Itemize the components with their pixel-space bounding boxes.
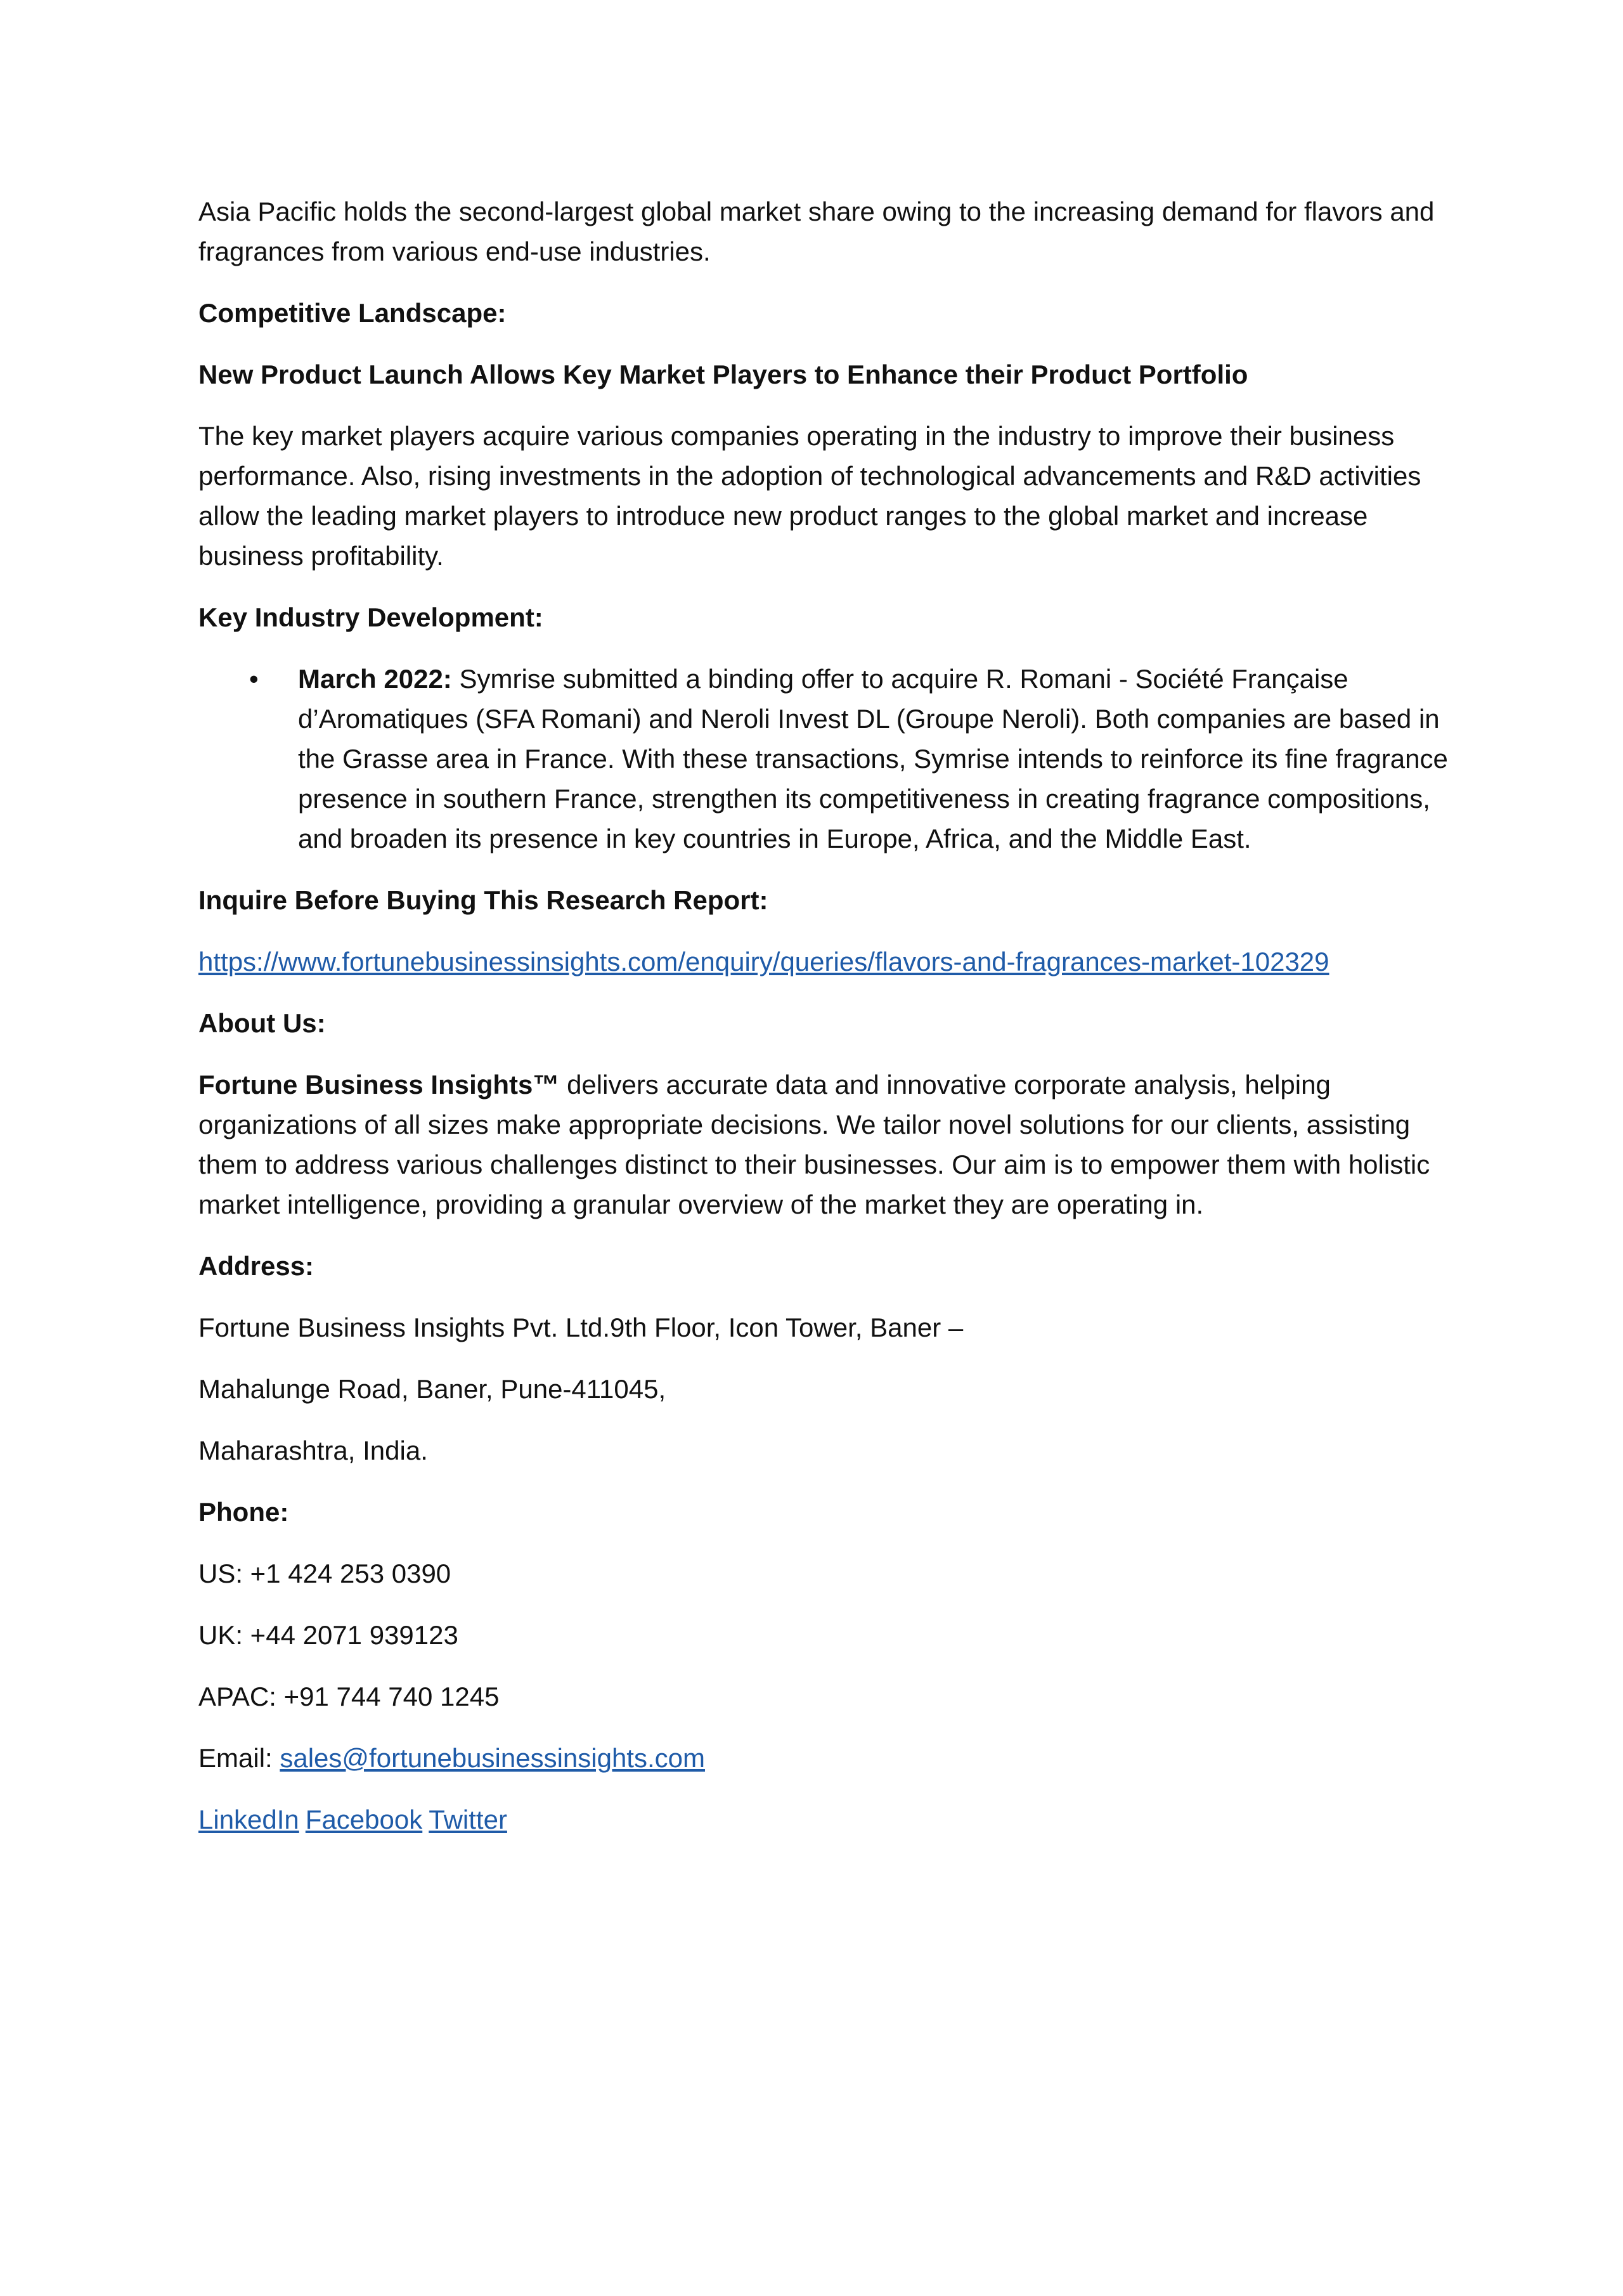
brand-name: Fortune Business Insights™ xyxy=(198,1070,560,1099)
about-heading: About Us: xyxy=(198,1008,326,1038)
development-text: Symrise submitted a binding offer to acquire R. Romani - Société Française d’Aromatiques (SFA Romani) and Neroli Invest DL (Groupe Neroli). Both companies are based in the Grasse area in France. With these transactions, Symrise intends to reinforce its fine fragrance presence in southern France, strengthen its competitiveness in creating fragrance compositions, and broaden its presence in key countries in Europe, Africa, and the Middle East. xyxy=(298,664,1448,853)
email-link[interactable]: sales@fortunebusinessinsights.com xyxy=(280,1743,705,1773)
inquire-link-paragraph xyxy=(198,942,1458,982)
phone-heading: Phone: xyxy=(198,1497,289,1527)
development-date: March 2022: xyxy=(298,664,452,694)
email-line xyxy=(198,1738,1458,1778)
inquire-heading: Inquire Before Buying This Research Report: xyxy=(198,885,768,915)
phone-us: US: +1 424 253 0390 xyxy=(198,1559,451,1588)
about-paragraph xyxy=(198,1065,1458,1224)
address-line-1: Fortune Business Insights Pvt. Ltd.9th Floor, Icon Tower, Baner – xyxy=(198,1313,964,1342)
development-list xyxy=(198,659,1458,859)
intro-paragraph: Asia Pacific holds the second-largest global market share owing to the increasing demand for flavors and fragrances from various end-use industries. xyxy=(198,197,1435,266)
address-line-2: Mahalunge Road, Baner, Pune-411045, xyxy=(198,1374,666,1404)
competitive-subheading: New Product Launch Allows Key Market Players to Enhance their Product Portfolio xyxy=(198,360,1248,389)
address-line-3: Maharashtra, India. xyxy=(198,1436,428,1465)
inquire-link[interactable]: https://www.fortunebusinessinsights.com/enquiry/queries/flavors-and-fragrances-market-102329 xyxy=(198,947,1329,976)
phone-uk: UK: +44 2071 939123 xyxy=(198,1620,458,1650)
email-label: Email: xyxy=(198,1743,280,1773)
key-development-heading: Key Industry Development: xyxy=(198,602,543,632)
twitter-link[interactable]: Twitter xyxy=(429,1805,507,1834)
linkedin-link[interactable]: LinkedIn xyxy=(198,1805,299,1834)
list-item xyxy=(198,659,1458,859)
address-heading: Address: xyxy=(198,1251,314,1281)
facebook-link[interactable]: Facebook xyxy=(305,1805,423,1834)
social-links xyxy=(198,1800,1458,1839)
about-text: delivers accurate data and innovative corporate analysis, helping organizations of all sizes make appropriate decisions. We tailor novel solutions for our clients, assisting them to address various challenges distinct to their businesses. Our aim is to empower them with holistic market intelligence, providing a granular overview of the market they are operating in. xyxy=(198,1070,1430,1219)
phone-apac: APAC: +91 744 740 1245 xyxy=(198,1682,500,1711)
bullet-icon: • xyxy=(249,664,259,694)
competitive-landscape-heading: Competitive Landscape: xyxy=(198,298,507,328)
competitive-paragraph: The key market players acquire various companies operating in the industry to improve their business performance. Also, rising investments in the adoption of technological advancements and R&D activities allow the leading market players to introduce new product ranges to the global market and increase business profitability. xyxy=(198,421,1421,571)
